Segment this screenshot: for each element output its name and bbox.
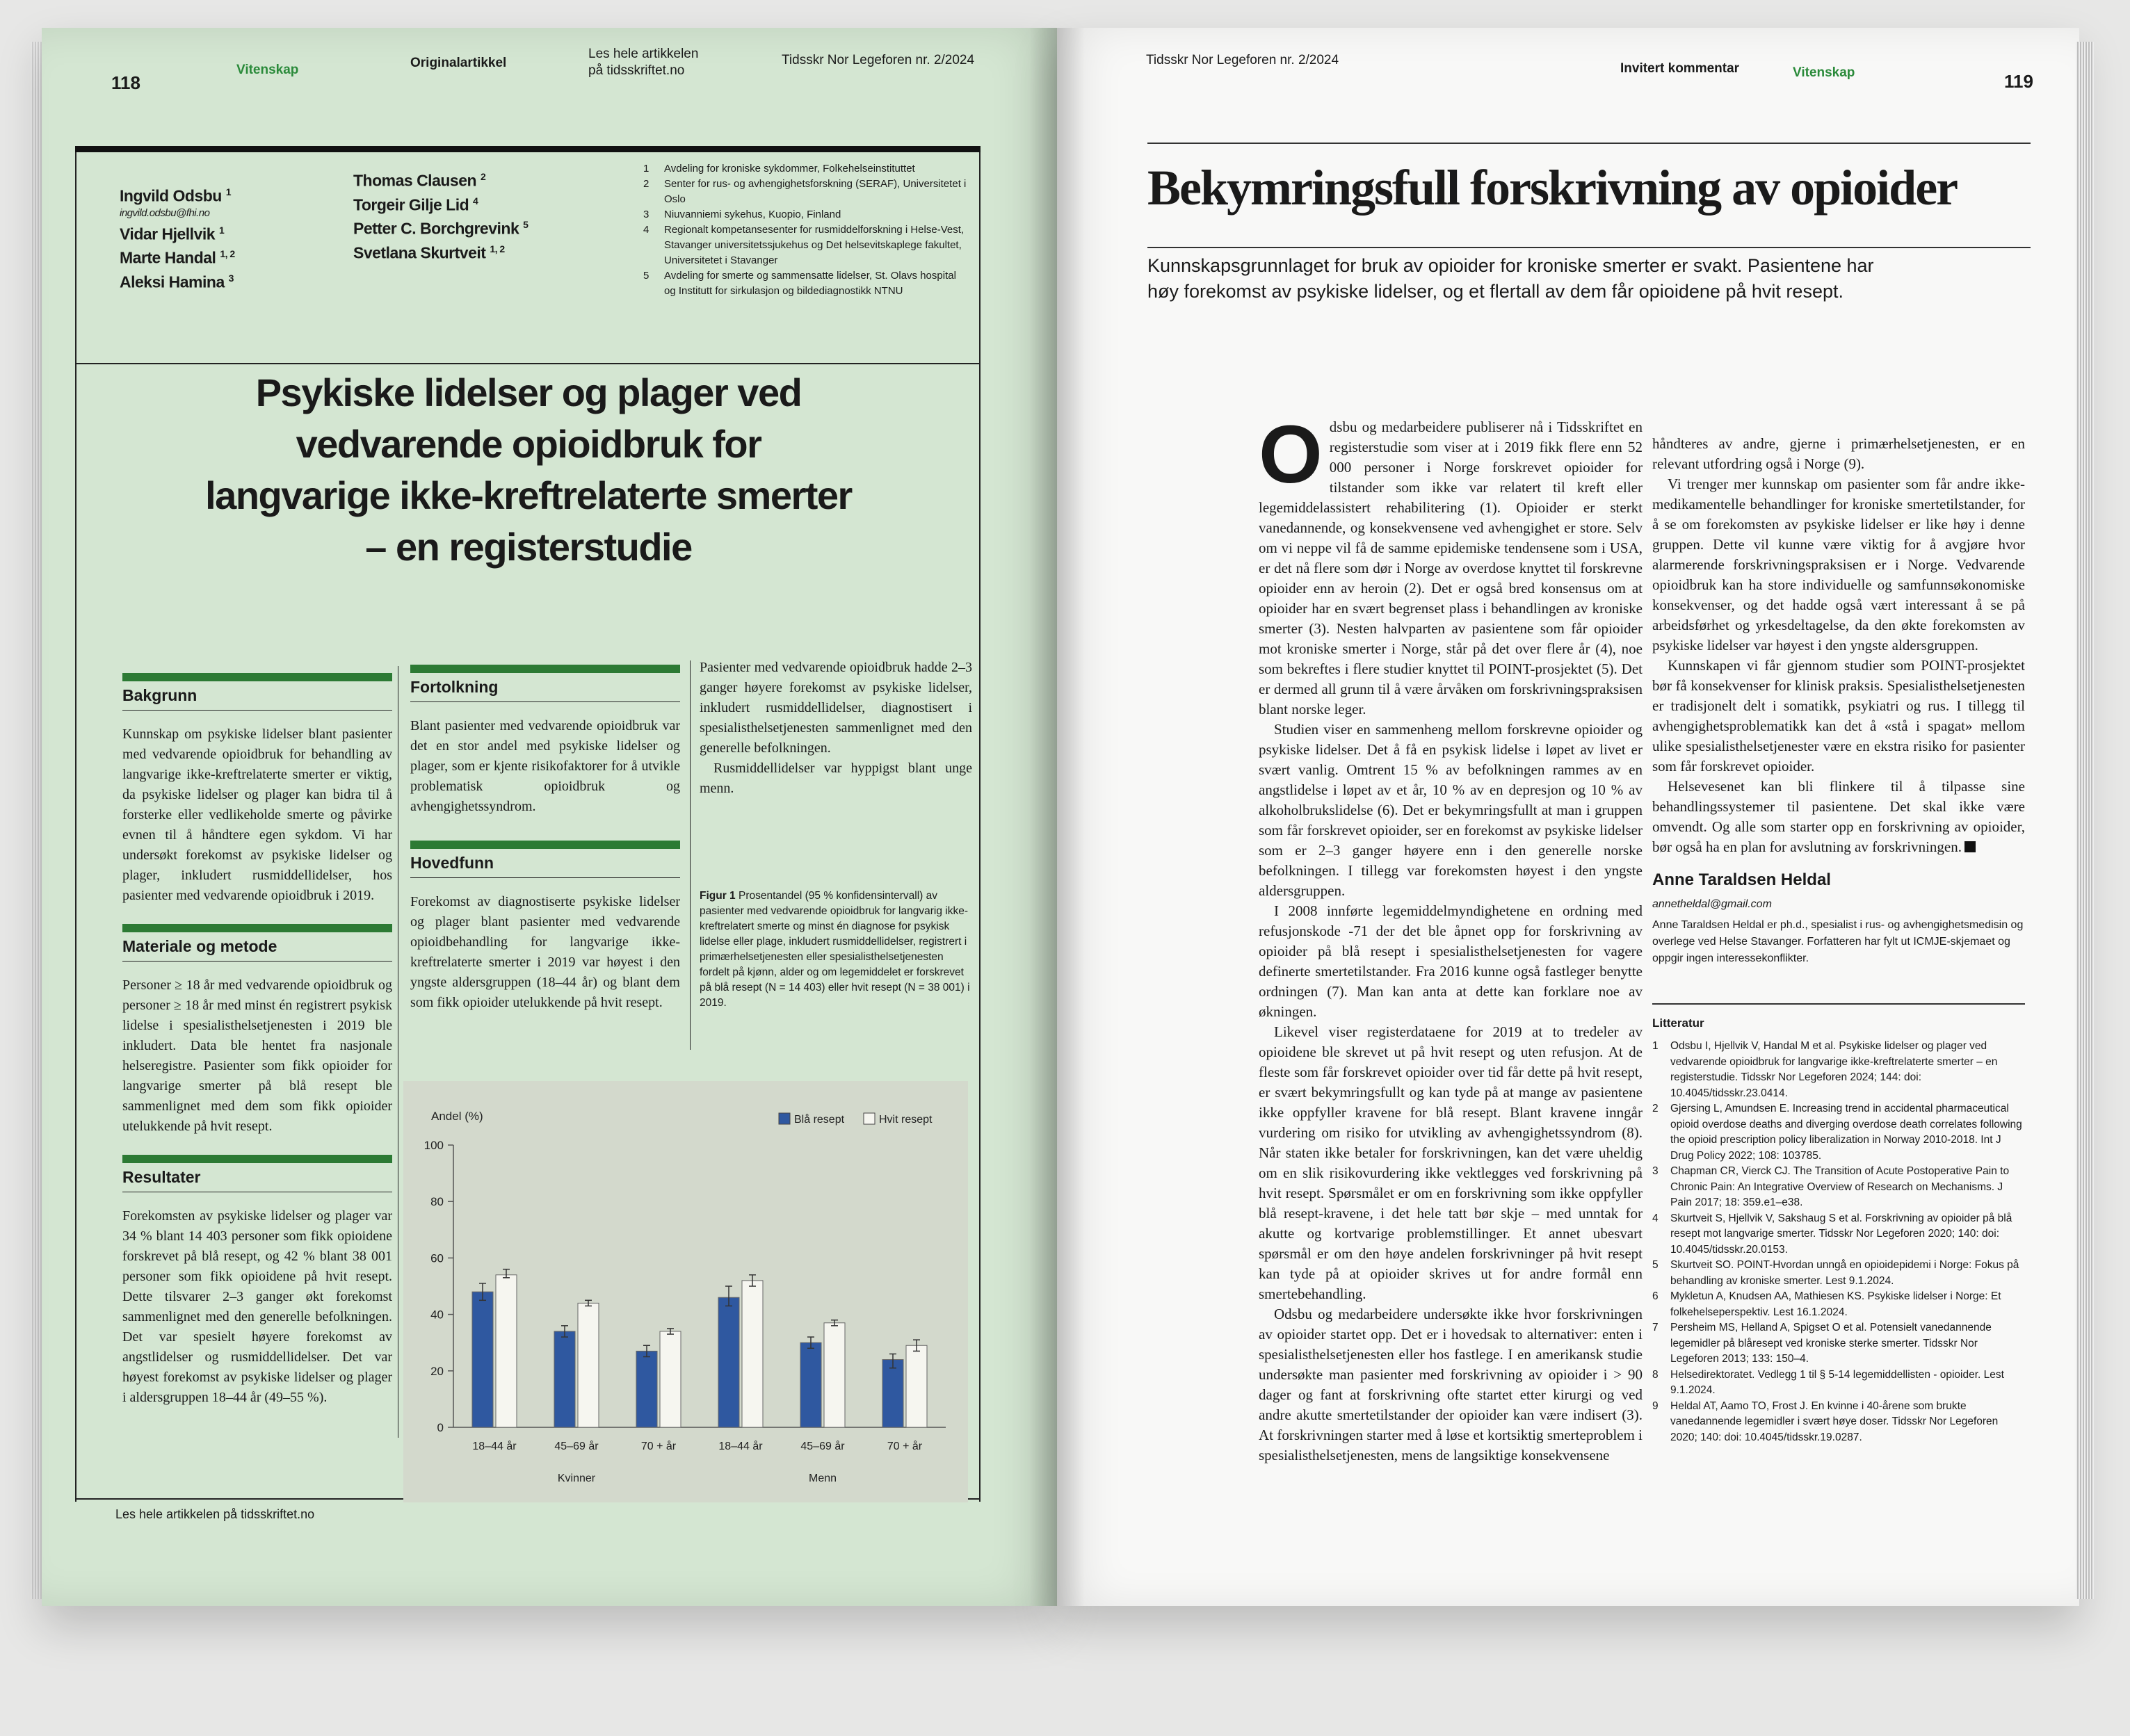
- affiliation-item: [643, 222, 970, 268]
- affiliation-item: [643, 177, 970, 207]
- list-text: Avdeling for smerte og sammensatte lidelser, St. Olavs hospital og Institutt for sirkulasjon og bildediagnostikk NTNU: [664, 270, 956, 297]
- list-number: 6: [1652, 1290, 1659, 1302]
- footer-read-more: Les hele artikkelen på tidsskriftet.no: [115, 1507, 315, 1521]
- list-number: 5: [643, 270, 650, 282]
- paragraph: Vi trenger mer kunnskap om pasienter som får andre ikke-medikamentelle behandlinger for kroniske smertetilstander, for å se om forekomsten av psykiske lidelser er like høy i denne gruppen. Dette vil kunne være viktig for å avgjøre hvor alarmerende forskrivningspraksisen er i Norge. Vedvarende opioidbruk kan ha store individuelle og samfunnsøkonomiske konsekvenser, og det hadde også vært interessant å se på arbeidsførhet og yrkesdeltagelse, da den økte forekomsten av psykiske lidelser var høyest i den yngste aldersgruppen.: [1652, 476, 2025, 654]
- bar-hvit: [578, 1303, 599, 1427]
- x-tick-label: 70 + år: [887, 1441, 923, 1452]
- list-text: Skurtveit S, Hjellvik V, Sakshaug S et al. Forskrivning av opioider på blå resept mot langvarige smerter. Tidsskr Nor Legeforen 2020; 140: doi: 10.4045/tidsskr.20.0153.: [1670, 1212, 2012, 1256]
- list-text: Skurtveit SO. POINT-Hvordan unngå en opioidepidemi i Norge: Fokus på behandling av kroniske smerter. Lest 9.1.2024.: [1670, 1259, 2019, 1287]
- affiliations-list: [643, 161, 970, 299]
- paragraph: Likevel viser registerdataene for 2019 at to tredeler av opioidene ble skrevet ut på hvit resept og uten refusjon. At de fleste som får forskrevet opioider over tid får dette på hvit resept, er svært bekymringsfullt og kan tyde på at mange av pasientene ikke oppfyller kravene for blå resept. Blant kravene inngår vurdering om risiko for utvikling av avhengighetssyndrom (8). Når staten ikke betaler for forskrivningen, kan det være uheldig om en slik risikovurdering ikke vektlegges ved forskrivning på hvit resept. Spørsmålet er om en forskrivning som ikke oppfyller blå resept-kravene, i det hele tatt bør skje – med unntak for akutte og kortvarige problemstillinger. Et annet ubesvart spørsmål er om den høye andelen forskrivninger på hvit resept kan tyde på at opioider skrives ut for andre formål enn smertebehandling.: [1259, 1023, 1643, 1302]
- reference-item: [1652, 1368, 2025, 1399]
- heading-resultater: Resultater: [122, 1167, 392, 1192]
- journal-label-left: Tidsskr Nor Legeforen nr. 2/2024: [782, 53, 975, 67]
- y-tick-label: 60: [430, 1251, 444, 1265]
- affiliation-item: [643, 207, 970, 222]
- text-hovedfunn: Forekomst av diagnostiserte psykiske lidelser og plager blant pasienter med vedvarende opioidbehandling for langvarige ikke-kreftrelaterte smerter i 2019 var høyest i den yngste aldersgruppen (18–44 år) og blant dem som fikk opioider utelukkende på hvit resept.: [410, 894, 680, 1010]
- x-tick-label: 18–44 år: [472, 1441, 517, 1452]
- heading-hovedfunn: Hovedfunn: [410, 853, 680, 878]
- column-divider: [690, 660, 691, 1050]
- reference-item: [1652, 1039, 2025, 1101]
- section-label-right: Vitenskap: [1793, 65, 1855, 80]
- article-title: [139, 367, 918, 573]
- section-bar: [122, 1155, 392, 1163]
- reference-item: [1652, 1164, 2025, 1211]
- bar-blaa: [636, 1351, 657, 1427]
- bar-blaa: [718, 1297, 739, 1427]
- authors-column-1: [120, 182, 235, 293]
- section-bar: [122, 924, 392, 932]
- section-bar: [122, 673, 392, 681]
- read-more-line-2: på tidsskriftet.no: [588, 63, 685, 78]
- x-tick-label: 70 + år: [640, 1441, 677, 1452]
- text-summary-2: Rusmiddellidelser var hyppigst blant unge menn.: [700, 761, 972, 796]
- x-tick-label: 18–44 år: [718, 1441, 763, 1452]
- list-number: 9: [1652, 1400, 1659, 1412]
- paragraph: Odsbu og medarbeidere undersøkte ikke hvor forskrivningen av opioider startet opp. Det er i hovedsak to alternativer: enten i spesialisthelsetjenesten eller hos fastlege. I en amerikansk studie undersøkte man pasienter med forskrivning av opioider i > 90 dager og fant at forskrivning ofte startet etter kirurgi og ved andre akutte smertetilstander der opioider kan være indisert (3). At forskrivningen starter med å løse et kortsiktig smerteproblem i spesialisthelsetjenesten, mens de langsiktige konsekvensene: [1259, 1306, 1643, 1463]
- list-number: 2: [643, 178, 650, 190]
- spine-gutter: [1029, 28, 1085, 1606]
- commentary-title: Bekymringsfull forskrivning av opioider: [1147, 160, 1958, 216]
- title-top-rule: [1147, 143, 2031, 144]
- title-line: – en registerstudie: [365, 525, 692, 569]
- author-name: Ingvild Odsbu $^1$: [120, 186, 232, 205]
- drop-cap: O: [1259, 409, 1323, 501]
- top-thick-rule: [75, 146, 981, 152]
- list-text: Niuvanniemi sykehus, Kuopio, Finland: [664, 209, 841, 220]
- x-group-label: Kvinner: [557, 1473, 596, 1484]
- list-text: Senter for rus- og avhengighetsforskning (SERAF), Universitetet i Oslo: [664, 178, 967, 205]
- reference-item: [1652, 1258, 2025, 1289]
- y-tick-label: 100: [423, 1139, 444, 1152]
- abstract-column-2: [410, 665, 680, 1013]
- text-summary-1: Pasienter med vedvarende opioidbruk hadde 2–3 ganger høyere forekomst av psykiske lidelser, inkludert rusmiddellidelser, diagnostisert i spesialisthelsetjenesten sammenlignet med den generelle befolkningen.: [700, 660, 972, 756]
- list-number: 4: [1652, 1212, 1659, 1224]
- title-bottom-rule: [1147, 247, 2031, 248]
- author-block-rule: [75, 363, 981, 364]
- list-text: Odsbu I, Hjellvik V, Handal M et al. Psykiske lidelser og plager ved vedvarende opioidbruk for langvarige ikke-kreftrelaterte smerter – en registerstudie. Tidsskr Nor Legeforen 2024; 144: doi: 10.4045/tidsskr.23.0414.: [1670, 1040, 1998, 1099]
- legend-label: Hvit resept: [879, 1114, 933, 1126]
- paragraph: I 2008 innførte legemiddelmyndighetene en ordning med refusjonskode -71 der det ble åpnet opp for forskrivning av opioider på blå resept i spesialisthelsetjenesten for vagere definerte smertetilstander. Fra 2016 kunne også fastleger benytte ordningen (7). Man kan anta at dette kan forklare noe av økningen.: [1259, 902, 1643, 1020]
- commentary-lead: [1147, 253, 1898, 305]
- y-tick-label: 0: [437, 1421, 444, 1434]
- figure-caption: [700, 889, 971, 1011]
- y-tick-label: 20: [430, 1364, 444, 1378]
- heading-materiale: Materiale og metode: [122, 936, 392, 962]
- paragraph: Helsevesenet kan bli flinkere til å tilpasse sine behandlingssystemer til pasientene. Det skal ikke være omvendt. Og alle som starter opp en forskrivning av opioider, bør også ha en plan for avslutning av forskrivningen.: [1652, 778, 2025, 855]
- list-text: Helsedirektoratet. Vedlegg 1 til § 5-14 legemiddellisten - opioider. Lest 9.1.2024.: [1670, 1368, 2004, 1396]
- bar-blaa: [472, 1292, 493, 1427]
- x-tick-label: 45–69 år: [554, 1441, 599, 1452]
- text-resultater: Forekomsten av psykiske lidelser og plager var 34 % blant 14 403 personer som fikk opioidene forskrevet på blå resept, og 42 % blant 38 001 personer som fikk opioidene på hvit resept. Dette tilsvarer 2–3 ganger økt forekomst sammenlignet med den generelle befolkningen. Det var spesielt høyere forekomst av angstlidelser og rusmiddellidelser. Det var høyest forekomst av psykiske lidelser og plager i aldersgruppen 18–44 år (49–55 %).: [122, 1208, 392, 1405]
- author-name: Thomas Clausen $^2$: [353, 171, 486, 190]
- y-tick-label: 80: [430, 1195, 444, 1209]
- list-number: 3: [1652, 1165, 1659, 1177]
- reference-item: [1652, 1320, 2025, 1368]
- list-number: 5: [1652, 1259, 1659, 1271]
- heading-bakgrunn: Bakgrunn: [122, 686, 392, 711]
- page-number-left: 118: [111, 72, 140, 93]
- list-text: Heldal AT, Aamo TO, Frost J. En kvinne i 40-årene som brukte vanedannende legemidler i svært høye doser. Tidsskr Nor Legeforen 2020; 140: doi: 10.4045/tidsskr.19.0287.: [1670, 1400, 1999, 1443]
- references-heading: Litteratur: [1652, 1003, 2025, 1033]
- reference-item: [1652, 1289, 2025, 1320]
- author-name: Aleksi Hamina $^3$: [120, 272, 234, 291]
- article-type-right: Invitert kommentar: [1620, 61, 1740, 76]
- paragraph: Studien viser en sammenheng mellom forskrevne opioider og psykiske lidelser. Det å få en psykisk lidelse i løpet av livet er svært vanlig. Omtrent 15 % av befolkningen rammes av en angstlidelse i løpet av et år, 10 % av en depresjon og 10 % av alkoholbrukslidelse (6). Det er bekymringsfullt at man i gruppen som får forskrevet opioider, ser en forekomst av psykiske lidelser som er 2–3 ganger høyere enn i den generelle norske befolkningen. I tillegg var forekomsten høyest i den yngste aldersgruppen.: [1259, 721, 1643, 899]
- affiliation-item: [643, 268, 970, 299]
- author-email: ingvild.odsbu@fhi.no: [120, 206, 210, 219]
- affiliation-item: [643, 161, 970, 177]
- bar-hvit: [496, 1275, 517, 1427]
- commentary-author-email: annetheldal@gmail.com: [1652, 898, 1772, 910]
- bar-blaa: [800, 1342, 821, 1427]
- abstract-column-3: [700, 658, 972, 799]
- list-number: 4: [643, 224, 650, 236]
- text-fortolkning: Blant pasienter med vedvarende opioidbruk var det en stor andel med psykiske lidelser og plager, som er kjente risikofaktorer for å utvikle problematisk opioidbruk og avhengighetssyndrom.: [410, 718, 680, 814]
- list-text: Chapman CR, Vierck CJ. The Transition of Acute Postoperative Pain to Chronic Pain: An Integrative Overview of Research on Mechanisms. J Pain 2017; 18: 359.e1–e38.: [1670, 1165, 2010, 1208]
- list-text: Mykletun A, Knudsen AA, Mathiesen KS. Psykiske lidelser i Norge: Et folkehelseperspektiv. Lest 16.1.2024.: [1670, 1290, 2001, 1318]
- reference-item: [1652, 1399, 2025, 1446]
- list-text: Gjersing L, Amundsen E. Increasing trend in accidental pharmaceutical opioid overdose deaths and diverging overdose death correlates following the opioid prescription policy liberalization in Norway 2010-2018. Int J Drug Policy 2022; 108: 103785.: [1670, 1103, 2022, 1162]
- legend-label: Blå resept: [794, 1114, 845, 1126]
- legend-swatch: [779, 1113, 790, 1124]
- commentary-author: Anne Taraldsen Heldal: [1652, 870, 1831, 889]
- author-name: Torgeir Gilje Lid $^4$: [353, 195, 478, 214]
- list-number: 7: [1652, 1322, 1659, 1333]
- bar-hvit: [906, 1345, 927, 1427]
- author-name: Petter C. Borchgrevink $^5$: [353, 219, 529, 238]
- bar-hvit: [660, 1331, 681, 1427]
- figure-label: Figur 1: [700, 890, 736, 902]
- page-number-right: 119: [2004, 71, 2033, 92]
- read-more-line-1: Les hele artikkelen: [588, 47, 699, 61]
- title-line: vedvarende opioidbruk for: [296, 422, 761, 466]
- text-bakgrunn: Kunnskap om psykiske lidelser blant pasienter med vedvarende opioidbruk for behandling av langvarige ikke-kreftrelaterte smerter er viktig, da psykiske lidelser og plager kan bidra til å forsterke eller vedlikeholde smerte og påvirke evnen til å håndtere egen sykdom. Vi har undersøkt forekomst av psykiske lidelser og plager, inkludert rusmiddellidelser, hos pasienter med vedvarende opioidbruk i 2019.: [122, 727, 392, 903]
- section-label-left: Vitenskap: [236, 63, 299, 77]
- author-name: Vidar Hjellvik $^1$: [120, 224, 225, 243]
- list-text: Persheim MS, Helland A, Spigset O et al. Potensielt vanedannende legemidler på blåresept ved kroniske sterke smerter. Tidsskr Nor Legeforen 2013; 133: 150–4.: [1670, 1322, 1992, 1365]
- reference-item: [1652, 1101, 2025, 1164]
- references-list: [1652, 1039, 2025, 1445]
- authors-column-2: [353, 167, 528, 263]
- commentary-column-2: [1652, 434, 2025, 1445]
- read-more-header: [588, 46, 698, 79]
- paragraph: håndteres av andre, gjerne i primærhelsetjenesten, er en relevant utfordring også i Norge (9).: [1652, 435, 2025, 472]
- reference-item: [1652, 1211, 2025, 1258]
- list-number: 3: [643, 209, 650, 220]
- legend-swatch: [864, 1113, 875, 1124]
- lead-line: Kunnskapsgrunnlaget for bruk av opioider for kroniske smerter er svakt. Pasientene har: [1147, 255, 1874, 276]
- article-type-label: Originalartikkel: [410, 56, 507, 70]
- author-name: Svetlana Skurtveit $^{1, 2}$: [353, 243, 505, 262]
- bar-blaa: [554, 1331, 575, 1427]
- author-name: Marte Handal $^{1, 2}$: [120, 248, 235, 267]
- list-number: 8: [1652, 1368, 1659, 1381]
- bar-blaa: [882, 1360, 903, 1427]
- bar-chart: [403, 1081, 968, 1502]
- title-line: langvarige ikke-kreftrelaterte smerter: [205, 473, 852, 517]
- section-bar: [410, 665, 680, 673]
- bar-hvit: [824, 1323, 845, 1427]
- abstract-column-1: [122, 673, 392, 1408]
- journal-label-right: Tidsskr Nor Legeforen nr. 2/2024: [1146, 53, 1339, 67]
- heading-fortolkning: Fortolkning: [410, 677, 680, 702]
- list-number: 1: [1652, 1040, 1659, 1052]
- bar-chart-svg: [403, 1081, 968, 1502]
- commentary-author-bio: Anne Taraldsen Heldal er ph.d., spesialist i rus- og avhengighetsmedisin og overlege ved Helse Stavanger. Forfatteren har fylt ut ICMJE-skjemaet og oppgir ingen interessekonflikter.: [1652, 919, 2024, 964]
- list-number: 2: [1652, 1103, 1659, 1114]
- y-axis-label: Andel (%): [431, 1110, 483, 1123]
- y-tick-label: 40: [430, 1308, 444, 1322]
- page-edge-right: [2076, 42, 2094, 1599]
- text-materiale: Personer ≥ 18 år med vedvarende opioidbruk og personer ≥ 18 år med minst én registrert psykisk lidelse i spesialisthelsetjenesten i 2019 ble inkludert. Data ble hentet fra nasjonale helseregistre. Pasienter som fikk opioider for langvarige smerter på blå resept ble sammenlignet med dem som fikk opioider utelukkende på hvit resept.: [122, 977, 392, 1134]
- figure-caption-text: Prosentandel (95 % konfidensintervall) av pasienter med vedvarende opioidbruk for langvarig ikke-kreftrelatert smerte og minst én diagnose for psykisk lidelse eller plage, inkludert rusmiddellidelser, registrert i primærhelsetjenesten eller spesialisthelsetjenesten fordelt på kjønn, alder og om legemiddelet er forskrevet på blå resept (N = 14 403) eller hvit resept (N = 38 001) i 2019.: [700, 890, 970, 1009]
- lead-line: høy forekomst av psykiske lidelser, og et flertall av dem får opioidene på hvit resept.: [1147, 281, 1843, 302]
- title-line: Psykiske lidelser og plager ved: [255, 371, 802, 414]
- end-mark-icon: [1964, 841, 1976, 852]
- x-tick-label: 45–69 år: [800, 1441, 845, 1452]
- bar-hvit: [742, 1281, 763, 1427]
- list-text: Avdeling for kroniske sykdommer, Folkehelseinstituttet: [664, 163, 915, 175]
- section-bar: [410, 841, 680, 849]
- paragraph: dsbu og medarbeidere publiserer nå i Tidsskriftet en registerstudie som viser at i 2019 fikk flere enn 52 000 personer i Norge forskrevet opioider for tilstander som ikke var relatert til kreft eller legemiddelassistert rehabilitering (1). Opioider er sterkt vanedannende, og konsekvensene ved avhengighet er store. Selv om vi neppe vil få de samme epidemiske tendensene som i USA, er det nå flere som dør i Norge av overdose knyttet til forskrevne opioider enn av heroin (2). Det er også bred konsensus om at opioider har en svært begrenset plass i behandlingen av kroniske smerter (3). Nesten halvparten av pasientene som får opioider mot kroniske smerter i Norge, står på det over flere år (4), noe som bekreftes i flere studier knyttet til POINT-prosjektet (5). Det er dermed all grunn til å være årvåken om forskrivningspraksisen blant norske leger.: [1259, 419, 1643, 717]
- paragraph: Kunnskapen vi får gjennom studier som POINT-prosjektet bør få konsekvenser for klinisk praksis. Spesialisthelsetjenesten er tradisjonelt delt i somatikk, psykiatri og rus. I tillegg til avhengighetsproblematikk kan det å «stå i spagat» mellom ulike spesialisthelsetjenester være en ekstra risiko for pasienter som får forskrevet opioider.: [1652, 657, 2025, 774]
- x-group-label: Menn: [808, 1473, 837, 1484]
- list-number: 1: [643, 163, 650, 175]
- list-text: Regionalt kompetansesenter for rusmiddelforskning i Helse-Vest, Stavanger universitetssjukehus og Det helsevitskaplege fakultet, Universitetet i Stavanger: [664, 224, 965, 266]
- commentary-column-1: [1259, 409, 1643, 1466]
